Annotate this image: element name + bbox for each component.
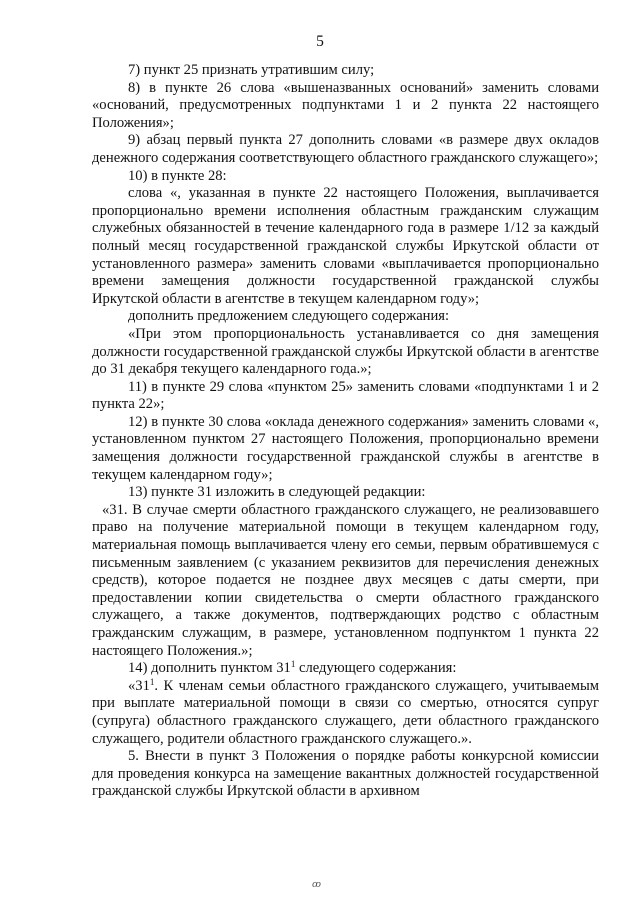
paragraph-item-5: 5. Внести в пункт 3 Положения о порядке работы конкурсной комиссии для проведения конкурса на замещение вакантных должностей государственной гражданской службы Иркутской области в архивном bbox=[92, 748, 599, 800]
paragraph-item-13-quote: «31. В случае смерти областного гражданского служащего, не реализовавшего право на получение материальной помощи в текущем календарном году, материальная помощь выплачивается члену его семьи, первым обратившемуся с письменным заявлением (с указанием реквизитов для перечисления денежных средств), которое подается не позднее двух месяцев с даты смерти, при предоставлении копии свидетельства о смерти областного гражданского служащего, а также документов, подтверждающих родство с областным гражданским служащим, в размере, установленном подпунктом 1 пункта 22 настоящего Положения.»; bbox=[92, 501, 599, 659]
paragraph-item-14-quote bbox=[92, 678, 599, 748]
paragraph-item-12: 12) в пункте 30 слова «оклада денежного содержания» заменить словами «, установленном пунктом 27 настоящего Положения, пропорционально времени замещения должности государственной гражданской службы в агентстве в текущем календарном году»; bbox=[92, 413, 599, 483]
paragraph-item-9: 9) абзац первый пункта 27 дополнить словами «в размере двух окладов денежного содержания соответствующего областного гражданского служащего»; bbox=[92, 132, 599, 166]
item14-superscript: 1 bbox=[290, 659, 296, 670]
item14-quote-before: «31 bbox=[128, 677, 150, 694]
paragraph-item-11: 11) в пункте 29 слова «пунктом 25» заменить словами «подпунктами 1 и 2 пункта 22»; bbox=[92, 378, 599, 413]
page-number: 5 bbox=[316, 33, 324, 50]
paragraph-item-10-words: слова «, указанная в пункте 22 настоящего Положения, выплачивается пропорционально времени исполнения областным гражданским служащим служебных обязанностей в течение календарного года в размере 1/12 за каждый полный месяц государственной гражданской службы Иркутской области от установленного размера» заменить словами «выплачивается пропорционально времени замещения должности государственной гражданской службы Иркутской области в агентстве в текущем календарном году»; bbox=[92, 185, 599, 307]
footer-mark: ꝏ bbox=[312, 879, 321, 889]
item14-quote-after: . К членам семьи областного гражданского служащего, учитываемым при выплате материальной помощи в связи со смертью, относятся супруг (супруга) областного гражданского служащего, дети областного гражданского служащего, родители областного гражданского служащего.». bbox=[92, 677, 599, 747]
paragraph-item-10-quote: «При этом пропорциональность устанавливается со дня замещения должности государственной гражданской службы Иркутской области в агентстве до 31 декабря текущего календарного года.»; bbox=[92, 325, 599, 378]
paragraph-item-10-add: дополнить предложением следующего содержания: bbox=[128, 308, 450, 325]
item14-text-before: 14) дополнить пунктом 31 bbox=[128, 660, 291, 677]
item14-quote-superscript: 1 bbox=[149, 676, 155, 687]
paragraph-item-14 bbox=[92, 660, 599, 678]
paragraph-item-7: 7) пункт 25 признать утратившим силу; bbox=[128, 62, 375, 78]
paragraph-item-8: 8) в пункте 26 слова «вышеназванных оснований» заменить словами «оснований, предусмотренных подпунктами 1 и 2 пункта 22 настоящего Положения»; bbox=[92, 79, 599, 131]
document-body bbox=[92, 62, 599, 801]
item14-text-after: следующего содержания: bbox=[295, 660, 457, 677]
paragraph-item-13: 13) пункте 31 изложить в следующей редакции: bbox=[128, 484, 426, 501]
paragraph-item-10: 10) в пункте 28: bbox=[128, 167, 227, 184]
